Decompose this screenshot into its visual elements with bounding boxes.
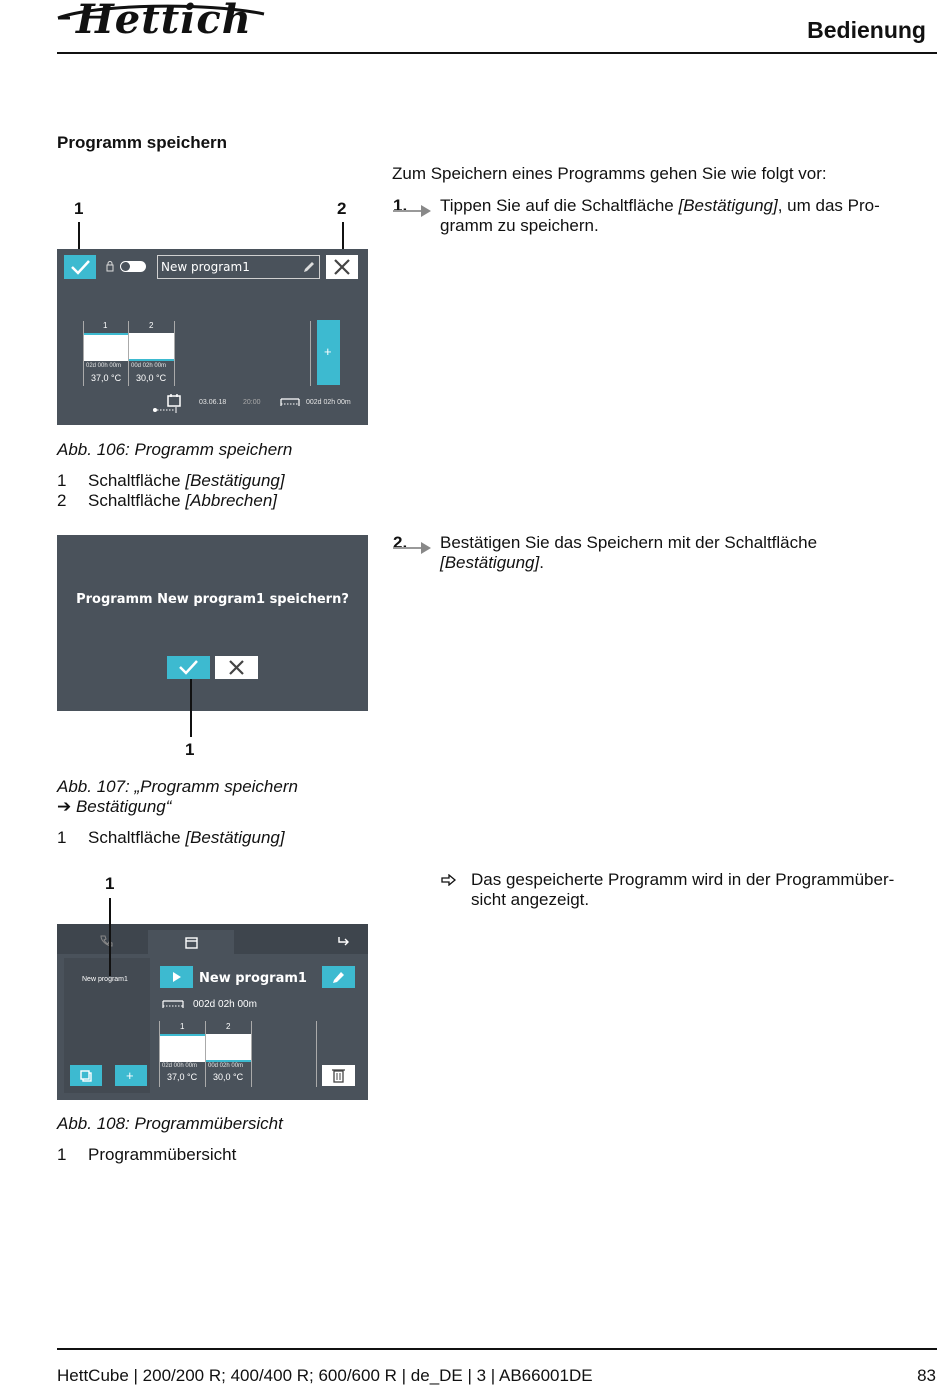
- brand-logo: [56, 0, 268, 44]
- program-name-value: New program1: [161, 260, 250, 274]
- dialog-message: Programm New program1 speichern?: [76, 592, 349, 607]
- section-title: Bedienung: [807, 17, 926, 43]
- segment-1[interactable]: [84, 333, 128, 361]
- segment-divider: [251, 1021, 252, 1087]
- segment-divider: [174, 321, 175, 386]
- play-icon: [160, 966, 193, 988]
- program-name-field[interactable]: [157, 255, 320, 279]
- step-arrow-icon: [393, 204, 431, 218]
- start-timeline-icon: [152, 407, 178, 413]
- segment-divider: [316, 1021, 317, 1087]
- legend-106-item-2: 2 Schaltfläche [Abbrechen]: [57, 491, 278, 510]
- window-icon: [185, 937, 198, 949]
- dialog-confirm-button[interactable]: [167, 656, 210, 679]
- legend-108-item-1: 1 Programmübersicht: [57, 1145, 237, 1164]
- plus-icon: +: [126, 1068, 134, 1083]
- step-1-text: Tippen Sie auf die Schaltfläche [Bestätigung], um das Pro- gramm zu speichern.: [440, 196, 880, 235]
- segment-2: [206, 1034, 251, 1062]
- segment-temperature: 37,0 °C: [91, 373, 122, 383]
- callout-1: 1: [105, 874, 115, 893]
- callout-2: 2: [337, 199, 347, 218]
- duration-icon: [162, 1000, 184, 1009]
- footer-rule: [57, 1348, 937, 1350]
- program-title: New program1: [199, 971, 307, 986]
- segment-number: 2: [149, 321, 154, 330]
- cancel-button[interactable]: [326, 255, 358, 279]
- result-arrow-icon: [441, 874, 457, 886]
- program-list-item[interactable]: New program1: [82, 976, 128, 983]
- step-arrow-icon: [393, 541, 431, 555]
- page-number: 83: [917, 1366, 936, 1385]
- callout-1: 1: [74, 199, 84, 218]
- step-1-number: 1.: [393, 196, 408, 215]
- figure-107-caption: Abb. 107: „Programm speichern ➔ Bestätigung“: [57, 777, 298, 816]
- dialog-cancel-button[interactable]: [215, 656, 258, 679]
- result-text: Das gespeicherte Programm wird in der Programmüber- sicht angezeigt.: [471, 870, 895, 909]
- edit-button[interactable]: [322, 966, 355, 988]
- total-duration: 002d 02h 00m: [306, 399, 351, 406]
- figure-107-screen: [57, 535, 368, 711]
- total-duration: 002d 02h 00m: [193, 999, 257, 1010]
- edit-pencil-icon: [322, 966, 355, 988]
- confirm-button[interactable]: [64, 255, 96, 279]
- page-heading: Programm speichern: [57, 133, 228, 152]
- segment-number: 1: [103, 321, 108, 330]
- figure-108-screen: [57, 924, 368, 1100]
- checkmark-icon: [64, 255, 96, 279]
- segment-temperature: 30,0 °C: [213, 1072, 244, 1082]
- duration-icon: [280, 398, 300, 407]
- segment-duration: 02d 00h 00m: [86, 363, 122, 369]
- figure-108-caption: Abb. 108: Programmübersicht: [57, 1114, 283, 1133]
- header-rule: [57, 52, 937, 54]
- segment-duration: 00d 02h 00m: [208, 1063, 244, 1069]
- logo-text: Hettich: [76, 0, 252, 43]
- start-date: 03.06.18: [199, 399, 227, 406]
- lock-toggle[interactable]: [120, 261, 146, 272]
- callout-1: 1: [185, 740, 195, 759]
- copy-icon: [70, 1065, 102, 1086]
- legend-107-item-1: 1 Schaltfläche [Bestätigung]: [57, 828, 285, 847]
- segment-number: 1: [180, 1022, 185, 1031]
- checkmark-icon: [167, 656, 210, 679]
- legend-106-item-1: 1 Schaltfläche [Bestätigung]: [57, 471, 285, 490]
- segment-duration: 02d 00h 00m: [162, 1063, 198, 1069]
- close-icon: [215, 656, 258, 679]
- step-2-text: Bestätigen Sie das Speichern mit der Schaltfläche [Bestätigung].: [440, 533, 818, 572]
- footer-doc-info: HettCube | 200/200 R; 400/400 R; 600/600 R | de_DE | 3 | AB66001DE: [57, 1366, 593, 1385]
- figure-106-caption: Abb. 106: Programm speichern: [57, 440, 293, 459]
- close-icon: [326, 255, 358, 279]
- back-arrow-icon[interactable]: [337, 935, 351, 947]
- active-tab[interactable]: [148, 930, 234, 958]
- start-time: 20:00: [243, 399, 261, 406]
- segment-number: 2: [226, 1022, 231, 1031]
- add-program-button[interactable]: [115, 1065, 147, 1086]
- delete-button[interactable]: [322, 1065, 355, 1086]
- plus-icon: +: [324, 344, 332, 359]
- add-segment-button[interactable]: [317, 320, 340, 385]
- intro-text: Zum Speichern eines Programms gehen Sie wie folgt vor:: [392, 164, 827, 183]
- lock-icon: [106, 261, 114, 272]
- segment-divider: [310, 321, 311, 386]
- segment-1: [160, 1034, 205, 1062]
- callout-line: [190, 679, 192, 737]
- calendar-icon: [167, 393, 181, 407]
- trash-icon: [322, 1065, 355, 1086]
- segment-temperature: 30,0 °C: [136, 373, 167, 383]
- play-button[interactable]: [160, 966, 193, 988]
- copy-button[interactable]: [70, 1065, 102, 1086]
- edit-pencil-icon: [303, 261, 315, 273]
- segment-2[interactable]: [129, 333, 174, 361]
- figure-106-screen: [57, 249, 368, 425]
- step-2-number: 2.: [393, 533, 408, 552]
- segment-duration: 00d 02h 00m: [131, 363, 167, 369]
- callout-line: [109, 898, 111, 976]
- segment-temperature: 37,0 °C: [167, 1072, 198, 1082]
